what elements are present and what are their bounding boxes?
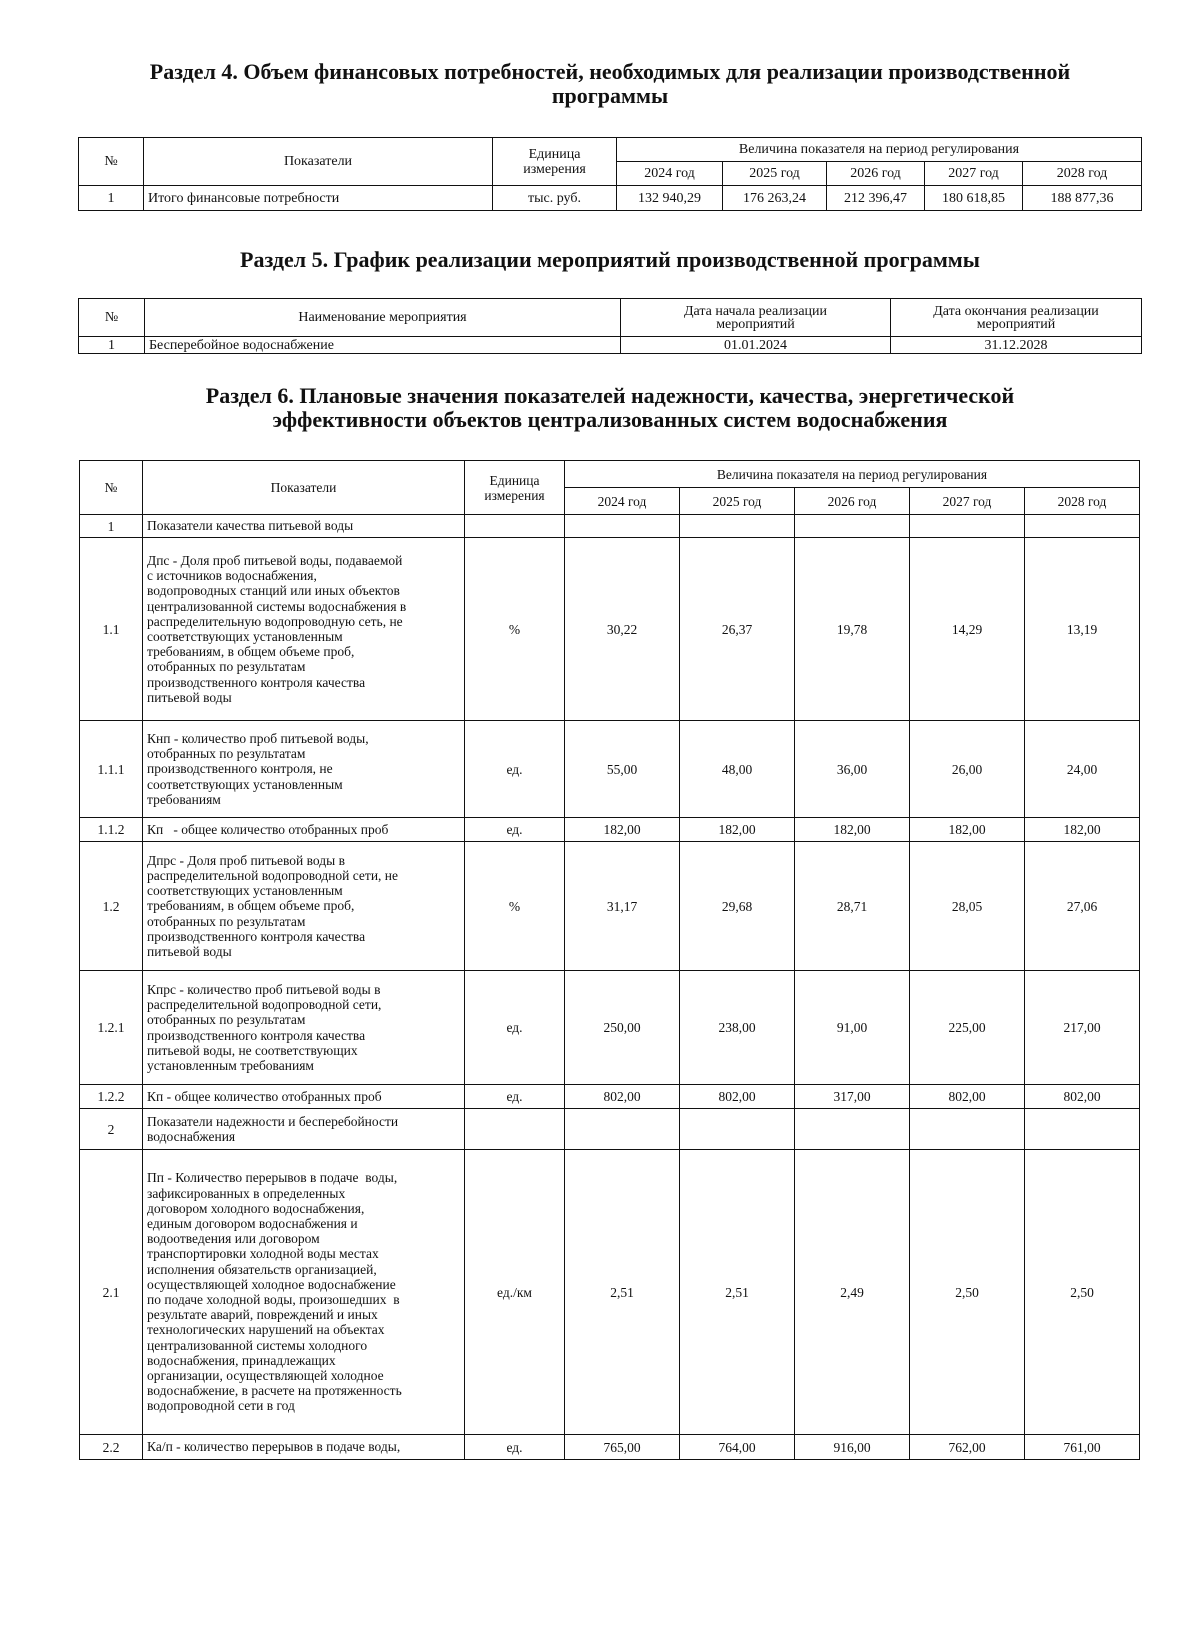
header-start-line2: мероприятий [716, 316, 795, 332]
row-value [795, 1109, 910, 1150]
header-unit [465, 461, 565, 515]
indicator-text-line: единым договором водоснабжения и [147, 1215, 358, 1231]
indicator-text-line: зафиксированных в определенных [147, 1185, 346, 1201]
indicator-text-line: соответствующих установленным [147, 629, 343, 644]
indicator-text-line: с источников водоснабжения, [147, 568, 317, 584]
row-value: 212 396,47 [827, 186, 925, 211]
row-indicator [143, 971, 465, 1085]
indicator-text-line: организации, осуществляющей холодное [147, 1368, 384, 1384]
row-indicator [143, 818, 465, 842]
row-unit: ед./км [465, 1150, 565, 1435]
header-num: № [80, 461, 143, 515]
row-value [910, 1109, 1025, 1150]
row-value: 26,00 [910, 721, 1025, 818]
indicator-text-line: транспортировки холодной воды местах [147, 1246, 379, 1262]
header-year: 2026 год [827, 162, 925, 186]
row-num: 2.2 [80, 1435, 143, 1460]
row-indicator [143, 1435, 465, 1460]
row-num: 1.1 [80, 538, 143, 721]
row-value: 2,51 [565, 1150, 680, 1435]
row-start-date: 01.01.2024 [621, 337, 891, 354]
row-unit: % [465, 842, 565, 971]
row-value: 24,00 [1025, 721, 1140, 818]
header-indicators: Показатели [144, 138, 493, 186]
performance-indicators-table [79, 460, 1140, 1460]
indicator-text-line: отобранных по результатам [147, 1012, 306, 1028]
row-unit: ед. [465, 1435, 565, 1460]
row-indicator [143, 1150, 465, 1435]
row-value: 762,00 [910, 1435, 1025, 1460]
table-row [80, 818, 1140, 842]
row-value: 48,00 [680, 721, 795, 818]
row-indicator [143, 515, 465, 538]
table-row [80, 721, 1140, 818]
row-value: 225,00 [910, 971, 1025, 1085]
header-start-line1: Дата начала реализации [683, 303, 828, 319]
table-row [80, 1109, 1140, 1150]
indicator-text-line: отобранных по результатам [147, 659, 306, 675]
indicator-text-line: питьевой воды [147, 689, 232, 705]
row-num: 1 [80, 515, 143, 538]
header-year: 2027 год [910, 488, 1025, 515]
row-unit [465, 1109, 565, 1150]
row-value: 802,00 [1025, 1085, 1140, 1109]
header-num: № [79, 299, 145, 337]
header-indicators: Показатели [143, 461, 465, 515]
header-unit-line1: Единица [528, 146, 581, 162]
row-value: 764,00 [680, 1435, 795, 1460]
section5-title-line1: Раздел 5. График реализации мероприятий производственной программы [240, 247, 980, 272]
row-value: 802,00 [565, 1085, 680, 1109]
indicator-text-line: установленным требованиям [147, 1057, 314, 1073]
row-value: 26,37 [680, 538, 795, 721]
header-end-date [891, 299, 1142, 337]
row-unit: ед. [465, 818, 565, 842]
indicator-text-line: требованиям, в общем объеме проб, [147, 644, 355, 660]
row-value [1025, 1109, 1140, 1150]
header-end-line1: Дата окончания реализации [933, 303, 1099, 319]
row-indicator [143, 721, 465, 818]
indicator-text-line: требованиям [147, 791, 221, 807]
row-value [680, 1109, 795, 1150]
indicator-text-line: питьевой воды [147, 944, 232, 959]
indicator-text-line: исполнения обязательств организацией, [147, 1261, 377, 1277]
header-year: 2025 год [723, 162, 827, 186]
indicator-text-line: требованиям, в общем объеме проб, [147, 898, 355, 914]
table-row [80, 515, 1140, 538]
indicator-text-line: отобранных по результатам [147, 913, 306, 929]
row-value: 30,22 [565, 538, 680, 721]
row-value: 2,50 [1025, 1150, 1140, 1435]
row-num: 1.2.1 [80, 971, 143, 1085]
header-year: 2024 год [617, 162, 723, 186]
row-value: 188 877,36 [1023, 186, 1142, 211]
row-indicator: Итого финансовые потребности [144, 186, 493, 211]
row-value: 29,68 [680, 842, 795, 971]
section4-title-line2: программы [551, 83, 669, 108]
row-value: 36,00 [795, 721, 910, 818]
row-value: 802,00 [910, 1085, 1025, 1109]
table-row [80, 1150, 1140, 1435]
indicator-text-line: Кп - общее количество отобранных проб [147, 1088, 382, 1104]
table-row [80, 538, 1140, 721]
row-value: 182,00 [795, 818, 910, 842]
row-value: 916,00 [795, 1435, 910, 1460]
row-indicator [143, 842, 465, 971]
row-unit: тыс. руб. [493, 186, 617, 211]
financial-needs-table [78, 137, 1142, 211]
header-period: Величина показателя на период регулирования [565, 461, 1140, 488]
section6-title-line1: Раздел 6. Плановые значения показателей надежности, качества, энергетической [205, 383, 1015, 408]
row-value: 14,29 [910, 538, 1025, 721]
indicator-text-line: Кнп - количество проб питьевой воды, [147, 730, 369, 746]
row-value: 2,51 [680, 1150, 795, 1435]
row-value [680, 515, 795, 538]
header-event-name: Наименование мероприятия [145, 299, 621, 337]
header-year: 2028 год [1025, 488, 1140, 515]
header-year: 2026 год [795, 488, 910, 515]
indicator-text-line: водопроводной сети в год [147, 1398, 295, 1414]
indicators-table-body [80, 515, 1140, 1460]
row-value: 13,19 [1025, 538, 1140, 721]
row-value: 217,00 [1025, 971, 1140, 1085]
indicator-text-line: водоотведения или договором [147, 1231, 320, 1247]
header-year: 2024 год [565, 488, 680, 515]
indicator-text-line: Кпрс - количество проб питьевой воды в [147, 981, 381, 997]
row-value: 765,00 [565, 1435, 680, 1460]
header-year: 2025 год [680, 488, 795, 515]
row-value: 31,17 [565, 842, 680, 971]
row-unit: ед. [465, 721, 565, 818]
row-value [565, 1109, 680, 1150]
row-value [795, 515, 910, 538]
indicator-text-line: производственного контроля качества [147, 674, 366, 690]
header-num: № [79, 138, 144, 186]
indicator-text-line: соответствующих установленным [147, 776, 343, 792]
indicator-text-line: договором холодного водоснабжения, [147, 1200, 365, 1216]
section6-title-line2: эффективности объектов централизованных систем водоснабжения [272, 407, 948, 432]
indicator-text-line: производственного контроля качества [147, 928, 366, 944]
indicator-text-line: соответствующих установленным [147, 883, 343, 899]
indicator-text-line: по подаче холодной воды, произошедших в [147, 1292, 400, 1307]
row-num: 1 [79, 186, 144, 211]
header-year: 2027 год [925, 162, 1023, 186]
indicator-text-line: питьевой воды, не соответствующих [147, 1042, 358, 1058]
indicator-text-line: водоснабжение, в расчете на протяженность [147, 1383, 402, 1399]
row-value: 182,00 [680, 818, 795, 842]
row-num: 1.2 [80, 842, 143, 971]
table-row [80, 842, 1140, 971]
row-value: 19,78 [795, 538, 910, 721]
row-value: 761,00 [1025, 1435, 1140, 1460]
row-end-date: 31.12.2028 [891, 337, 1142, 354]
section6-title [80, 384, 1140, 432]
row-unit: % [465, 538, 565, 721]
header-end-line2: мероприятий [976, 316, 1056, 332]
indicator-text-line: Дпрс - Доля проб питьевой воды в [147, 852, 345, 868]
row-value: 802,00 [680, 1085, 795, 1109]
row-event-name: Бесперебойное водоснабжение [145, 337, 621, 354]
indicator-text-line: распределительной водопроводной сети, не [147, 867, 399, 883]
row-value: 28,05 [910, 842, 1025, 971]
indicator-text-line: технологических нарушений на объектах [147, 1322, 385, 1338]
row-value: 182,00 [565, 818, 680, 842]
indicator-text-line: распределительную водопроводную сеть, не [147, 613, 403, 629]
indicator-text-line: результате аварий, повреждений и иных [147, 1307, 378, 1323]
row-value: 180 618,85 [925, 186, 1023, 211]
indicator-text-line: Кп - общее количество отобранных проб [147, 821, 389, 837]
header-start-date [621, 299, 891, 337]
table-row [80, 1085, 1140, 1109]
indicator-text-line: Дпс - Доля проб питьевой воды, подаваемой [147, 552, 403, 568]
row-value: 132 940,29 [617, 186, 723, 211]
indicator-text-line: водоснабжения, принадлежащих [147, 1352, 336, 1368]
indicator-text-line: отобранных по результатам [147, 746, 306, 762]
row-value [910, 515, 1025, 538]
table-row [80, 971, 1140, 1085]
row-num: 2 [80, 1109, 143, 1150]
table-row [79, 337, 1142, 354]
row-value: 2,50 [910, 1150, 1025, 1435]
header-unit [493, 138, 617, 186]
indicator-text-line: распределительной водопроводной сети, [147, 997, 382, 1013]
indicator-text-line: осуществляющей холодное водоснабжение [147, 1276, 396, 1292]
indicator-text-line: водопроводных станций или иных объектов [147, 583, 400, 599]
row-value: 28,71 [795, 842, 910, 971]
row-indicator [143, 538, 465, 721]
header-unit-line2: измерения [484, 487, 545, 503]
row-value: 91,00 [795, 971, 910, 1085]
row-value [565, 515, 680, 538]
row-num: 2.1 [80, 1150, 143, 1435]
section4-title [80, 60, 1140, 108]
indicator-text-line: централизованной системы водоснабжения в [147, 598, 407, 614]
section5-title [80, 248, 1140, 272]
indicator-text-line: Ка/п - количество перерывов в подаче воды, [147, 1439, 401, 1455]
indicator-text-line: Пп - Количество перерывов в подаче воды, [147, 1170, 398, 1186]
row-value: 250,00 [565, 971, 680, 1085]
indicator-text-line: Показатели качества питьевой воды [147, 518, 354, 534]
indicator-text-line: Показатели надежности и бесперебойности [147, 1113, 399, 1129]
row-value: 55,00 [565, 721, 680, 818]
row-value: 238,00 [680, 971, 795, 1085]
row-value: 2,49 [795, 1150, 910, 1435]
header-unit-line2: измерения [523, 161, 586, 177]
row-indicator [143, 1085, 465, 1109]
section4-title-line1: Раздел 4. Объем финансовых потребностей, необходимых для реализации производственной [149, 59, 1071, 84]
indicator-text-line: централизованной системы холодного [147, 1337, 368, 1353]
row-num: 1.2.2 [80, 1085, 143, 1109]
row-unit: ед. [465, 971, 565, 1085]
indicator-text-line: производственного контроля качества [147, 1027, 366, 1043]
schedule-table [78, 298, 1142, 354]
row-unit: ед. [465, 1085, 565, 1109]
header-period: Величина показателя на период регулирования [617, 138, 1142, 162]
indicator-text-line: водоснабжения [147, 1129, 236, 1144]
header-unit-line1: Единица [489, 472, 540, 488]
row-unit [465, 515, 565, 538]
row-value: 182,00 [1025, 818, 1140, 842]
row-value: 182,00 [910, 818, 1025, 842]
table-row [80, 1435, 1140, 1460]
row-value: 317,00 [795, 1085, 910, 1109]
row-indicator [143, 1109, 465, 1150]
row-num: 1.1.1 [80, 721, 143, 818]
row-value: 27,06 [1025, 842, 1140, 971]
header-year: 2028 год [1023, 162, 1142, 186]
table-row [79, 186, 1142, 211]
indicator-text-line: производственного контроля, не [147, 761, 333, 777]
row-num: 1 [79, 337, 145, 354]
row-value: 176 263,24 [723, 186, 827, 211]
row-num: 1.1.2 [80, 818, 143, 842]
row-value [1025, 515, 1140, 538]
